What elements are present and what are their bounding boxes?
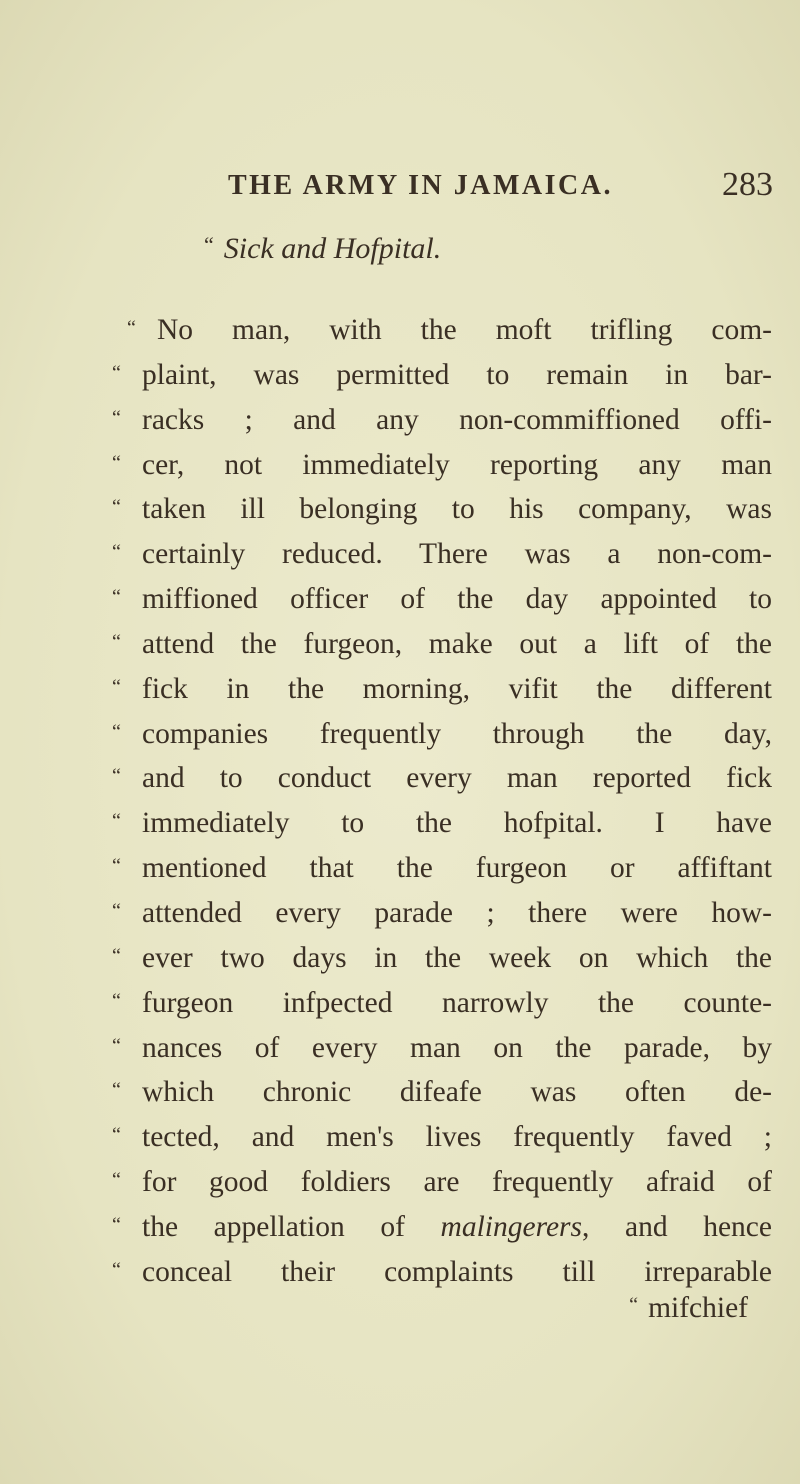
quote-mark: “ <box>112 496 121 519</box>
section-heading-text: Sick and Hofpital. <box>223 232 442 265</box>
text-line <box>112 443 772 488</box>
text-line <box>112 756 772 801</box>
line-text: nances of every man on the parade, by <box>142 1031 772 1064</box>
quote-mark: “ <box>112 1258 121 1281</box>
catchword-text: mifchief <box>648 1292 748 1324</box>
text-line <box>112 1070 772 1115</box>
line-text: which chronic difeafe was often de- <box>142 1076 772 1109</box>
quote-mark: “ <box>112 630 121 653</box>
text-line <box>112 801 772 846</box>
text-line <box>112 398 772 443</box>
line-text: certainly reduced. There was a non-com- <box>142 538 772 571</box>
quote-mark: “ <box>112 1213 121 1236</box>
text-line <box>112 622 772 667</box>
text-line <box>112 532 772 577</box>
text-line <box>112 353 772 398</box>
line-text: miffioned officer of the day appointed to <box>142 583 772 616</box>
quote-mark: “ <box>112 1079 121 1102</box>
quote-mark: “ <box>112 765 121 788</box>
line-text: racks ; and any non-commiffioned offi- <box>142 403 772 436</box>
quote-mark: “ <box>112 361 121 384</box>
quote-mark: “ <box>127 317 136 339</box>
line-text: plaint, was permitted to remain in bar- <box>142 358 772 391</box>
line-text: cer, not immediately reporting any man <box>142 448 772 481</box>
text-line <box>112 1026 772 1071</box>
quote-mark: “ <box>112 451 121 474</box>
page-number: 283 <box>722 166 773 203</box>
text-line <box>112 308 772 353</box>
line-text: conceal their complaints till irreparable <box>142 1255 772 1288</box>
text-line <box>112 981 772 1026</box>
quote-mark: “ <box>112 810 121 833</box>
line-text: tected, and men's lives frequently faved ; <box>142 1121 772 1154</box>
quote-mark: “ <box>112 989 121 1012</box>
line-text: companies frequently through the day, <box>142 717 772 750</box>
text-line <box>112 577 772 622</box>
running-title: THE ARMY IN JAMAICA. <box>228 170 613 201</box>
quote-mark: “ <box>112 675 121 698</box>
quote-mark: “ <box>112 1034 121 1057</box>
quote-mark: “ <box>112 586 121 609</box>
section-heading <box>204 232 441 266</box>
text-line <box>112 667 772 712</box>
line-text: for good foldiers are frequently afraid of <box>142 1166 772 1199</box>
quote-mark: “ <box>629 1294 639 1316</box>
line-text: and to conduct every man reported fick <box>142 762 772 795</box>
quote-mark: “ <box>112 855 121 878</box>
quote-mark: “ <box>112 944 121 967</box>
quote-mark: “ <box>112 720 121 743</box>
quote-mark: “ <box>112 1124 121 1147</box>
italic-term: malingerers <box>440 1210 583 1243</box>
quote-mark: “ <box>112 406 121 429</box>
line-text: immediately to the hofpital. I have <box>142 807 772 840</box>
line-text: taken ill belonging to his company, was <box>142 493 772 526</box>
text-line <box>112 487 772 532</box>
text-line <box>112 1160 772 1205</box>
text-line <box>112 1115 772 1160</box>
line-text: attended every parade ; there were how- <box>142 896 772 929</box>
text-line <box>112 712 772 757</box>
text-line <box>112 846 772 891</box>
text-line <box>112 1250 772 1295</box>
line-text: fick in the morning, vifit the different <box>142 672 772 705</box>
text-line <box>112 936 772 981</box>
text-run: , and hence <box>582 1210 772 1243</box>
body-text <box>112 308 772 1295</box>
line-text <box>142 1205 772 1249</box>
catchword <box>629 1292 748 1325</box>
quote-mark: “ <box>112 541 121 564</box>
line-text: No man, with the moft trifling com- <box>157 314 772 346</box>
line-text: ever two days in the week on which the <box>142 941 772 974</box>
line-text: furgeon infpected narrowly the counte- <box>142 986 772 1019</box>
line-text: attend the furgeon, make out a lift of the <box>142 627 772 660</box>
text-run: the appellation of <box>142 1210 441 1243</box>
text-line <box>112 1205 772 1250</box>
quote-mark: “ <box>204 232 214 257</box>
line-text: mentioned that the furgeon or affiftant <box>142 852 772 885</box>
quote-mark: “ <box>112 1169 121 1192</box>
page-header <box>228 168 773 208</box>
text-line <box>112 891 772 936</box>
quote-mark: “ <box>112 899 121 922</box>
